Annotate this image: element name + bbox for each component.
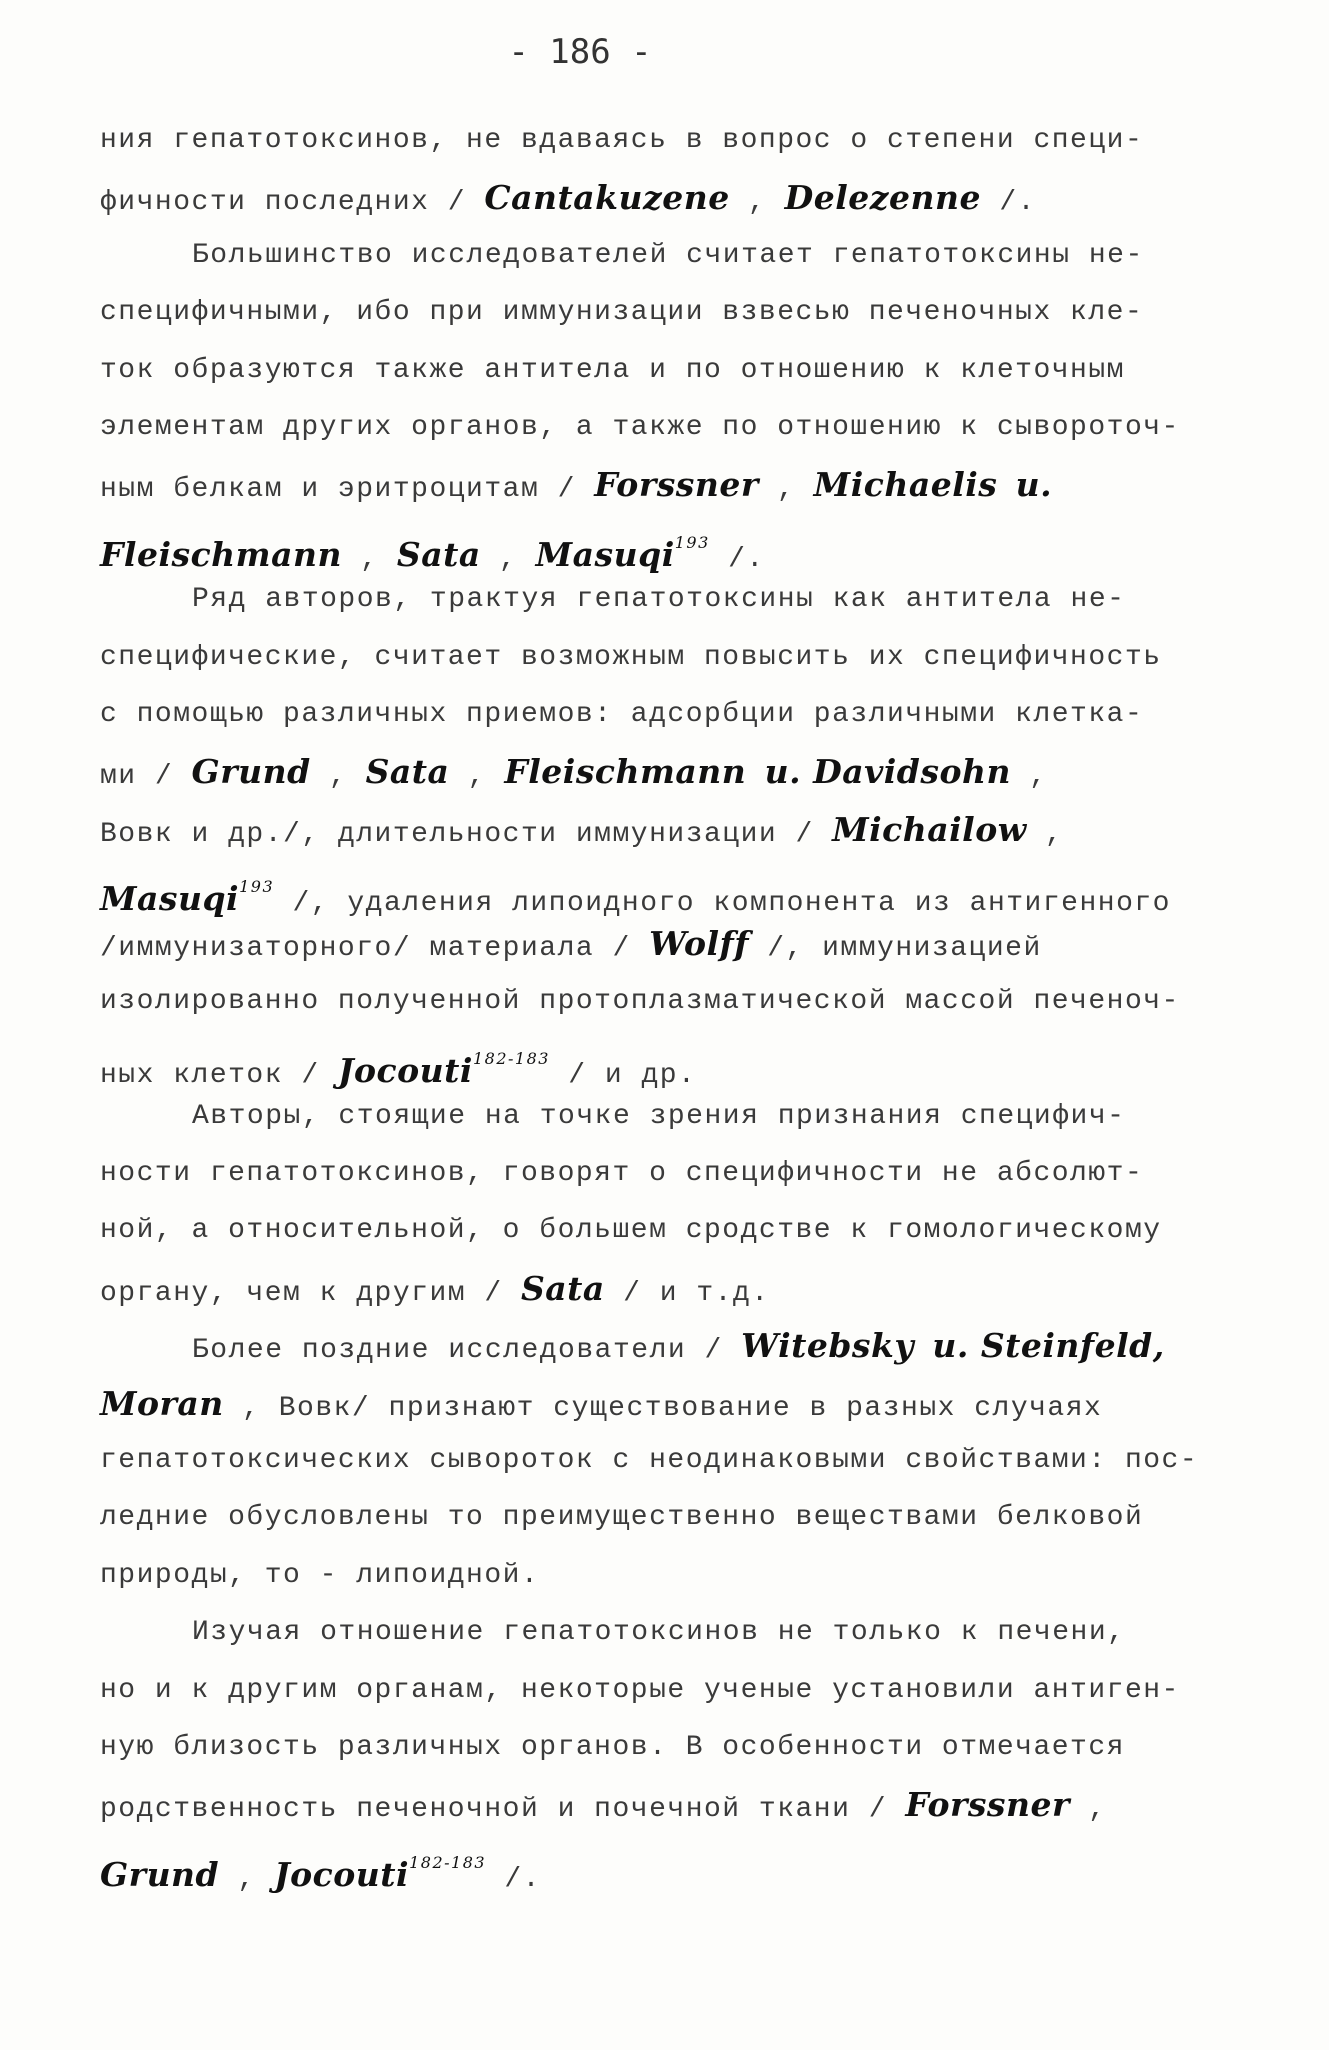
handwritten-citation: Sata	[396, 534, 481, 574]
text-line	[100, 1489, 1220, 1546]
typed-text: ную близость различных органов. В особенности отмечается	[100, 1731, 1125, 1763]
text-line	[100, 1547, 1220, 1604]
handwritten-citation: Witebsky	[741, 1326, 915, 1366]
text-line	[100, 1719, 1220, 1776]
typed-text: ледние обусловлены то преимущественно веществами белковой	[100, 1502, 1144, 1534]
text-line	[100, 801, 1220, 858]
typed-text: ,	[1069, 1794, 1107, 1826]
text-line	[100, 915, 1220, 972]
typed-text: органу, чем к другим /	[100, 1277, 521, 1309]
typed-text: ,	[729, 187, 785, 219]
reference-number: 193	[674, 532, 710, 552]
text-line	[100, 858, 1220, 920]
typed-text: ,	[1026, 818, 1064, 850]
typed-text: /иммунизаторного/ материала /	[100, 933, 650, 965]
text-line	[100, 1432, 1220, 1489]
text-line	[100, 342, 1220, 399]
text-line	[100, 1776, 1220, 1833]
typed-text: ,	[310, 761, 366, 793]
text-line	[100, 973, 1220, 1030]
typed-text: ности гепатотоксинов, говорят о специфичности не абсолют-	[100, 1158, 1144, 1190]
handwritten-citation: u. Davidsohn	[764, 752, 1011, 792]
typed-text	[914, 1335, 932, 1366]
text-line	[100, 1662, 1220, 1719]
handwritten-citation: u.	[1015, 465, 1053, 505]
typed-text: изолированно полученной протоплазматической массой печеноч-	[100, 985, 1180, 1017]
text-line	[100, 399, 1220, 456]
typed-text: но и к другим органам, некоторые ученые установили антиген-	[100, 1674, 1180, 1706]
typed-text: специфические, считает возможным повысить их специфичность	[100, 641, 1162, 673]
handwritten-citation: Fleischmann	[504, 752, 747, 792]
handwritten-citation: Sata	[520, 1268, 605, 1308]
typed-text: /.	[709, 543, 765, 575]
handwritten-citation: u. Steinfeld,	[932, 1326, 1165, 1366]
typed-text: ,	[341, 543, 397, 575]
text-line	[100, 743, 1220, 800]
handwritten-citation: Fleischmann	[100, 534, 342, 574]
typed-text: Авторы, стоящие на точке зрения признания специфич-	[192, 1100, 1126, 1132]
typed-text: ,	[1010, 761, 1048, 793]
text-line	[100, 686, 1220, 743]
handwritten-citation: Sata	[365, 752, 450, 792]
typed-text: Вовк и др./, длительности иммунизации /	[100, 818, 833, 850]
handwritten-citation: Forssner	[594, 465, 759, 505]
typed-text: родственность печеночной и почечной ткани /	[100, 1794, 906, 1826]
typed-text: Более поздние исследователи /	[192, 1335, 742, 1367]
text-line	[100, 456, 1220, 513]
page-number: - 186 -	[508, 32, 652, 72]
typed-text: ,	[449, 761, 505, 793]
handwritten-citation: Grund	[191, 752, 311, 792]
typed-text: природы, то - липоидной.	[100, 1559, 540, 1591]
text-line	[100, 1834, 1220, 1895]
typed-text	[746, 761, 764, 792]
typed-text: элементам других органов, а также по отношению к сывороточ-	[100, 411, 1180, 443]
typed-text: ,	[480, 543, 536, 575]
handwritten-citation: Moran	[100, 1383, 224, 1423]
handwritten-citation: Michailow	[832, 809, 1027, 849]
reference-number: 193	[239, 877, 275, 897]
reference-number: 182-183	[472, 1049, 550, 1069]
typed-text: специфичными, ибо при иммунизации взвесью печеночных кле-	[100, 297, 1144, 329]
text-line	[100, 1145, 1220, 1202]
typed-text: ния гепатотоксинов, не вдаваясь в вопрос о степени специ-	[100, 125, 1144, 156]
typed-text: / и др.	[549, 1060, 697, 1092]
text-line	[100, 1604, 1220, 1661]
typed-text: / и т.д.	[604, 1277, 770, 1309]
typed-text: /.	[981, 187, 1036, 219]
typed-text: /, иммунизацией	[748, 933, 1042, 965]
text-line	[100, 227, 1220, 284]
typed-text	[997, 474, 1015, 505]
reference-number: 182-183	[409, 1852, 487, 1872]
handwritten-citation: Jocouti	[274, 1854, 410, 1894]
typed-text: с помощью различных приемов: адсорбции различными клетка-	[100, 698, 1144, 730]
typed-text: гепатотоксических сывороток с неодинаковыми свойствами: пос-	[100, 1444, 1199, 1476]
typed-text-body	[100, 112, 1220, 1895]
text-line	[100, 1030, 1220, 1092]
text-line	[100, 1088, 1220, 1145]
typed-text: фичности последних /	[100, 187, 485, 219]
text-line	[100, 1375, 1220, 1432]
handwritten-citation: Forssner	[905, 1785, 1070, 1825]
handwritten-citation: Cantakuzene	[484, 178, 730, 218]
typed-text: ми /	[100, 761, 192, 793]
typed-text: ной, а относительной, о большем сродстве к гомологическому	[100, 1215, 1162, 1247]
handwritten-citation: Michaelis	[813, 465, 998, 505]
text-line	[100, 112, 1220, 169]
text-line	[100, 1317, 1220, 1374]
typed-text: ток образуются также антитела и по отношению к клеточным	[100, 354, 1125, 386]
typed-text: Ряд авторов, трактуя гепатотоксины как антитела не-	[192, 584, 1126, 616]
text-line	[100, 1260, 1220, 1317]
typed-text: Большинство исследователей считает гепатотоксины не-	[192, 239, 1144, 271]
typed-text: ,	[219, 1863, 275, 1895]
typed-text: , Вовк/ признают существование в разных случаях	[223, 1392, 1103, 1424]
text-line	[100, 629, 1220, 686]
typed-text: Изучая отношение гепатотоксинов не только к печени,	[192, 1617, 1126, 1649]
typed-text: ных клеток /	[100, 1060, 338, 1092]
text-line	[100, 1202, 1220, 1259]
handwritten-citation: Grund	[100, 1854, 220, 1894]
text-line	[100, 169, 1220, 226]
handwritten-citation: Jocouti	[337, 1051, 473, 1091]
text-line	[100, 514, 1220, 575]
handwritten-citation: Wolff	[649, 924, 749, 964]
typed-text: ным белкам и эритроцитам /	[100, 474, 595, 506]
typed-text: /.	[486, 1863, 541, 1895]
text-line	[100, 571, 1220, 628]
handwritten-citation: Masuqi	[100, 879, 240, 919]
typed-text: ,	[758, 474, 814, 506]
text-line	[100, 284, 1220, 341]
handwritten-citation: Delezenne	[784, 178, 982, 218]
handwritten-citation: Masuqi	[535, 534, 675, 574]
typed-text: /, удаления липоидного компонента из антигенного	[274, 888, 1171, 920]
